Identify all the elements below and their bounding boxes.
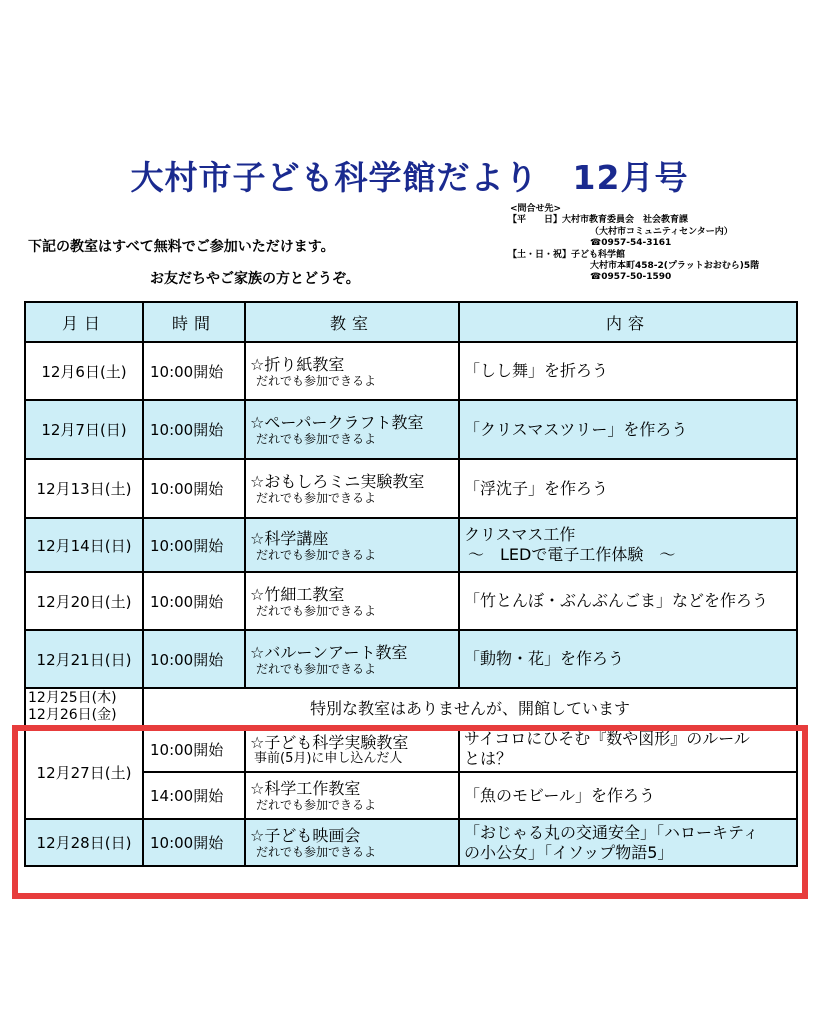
table-row bbox=[25, 572, 797, 630]
row-content bbox=[459, 572, 797, 630]
closed-date-1: 12月25日(木) bbox=[28, 690, 117, 706]
content-text: 「竹とんぼ・ぶんぶんごま」などを作ろう bbox=[464, 591, 769, 610]
row-date: 12月21日(日) bbox=[25, 630, 143, 688]
class-eligibility: 事前(5月)に申し込んだ人 bbox=[254, 750, 403, 766]
header-content: 内容 bbox=[459, 302, 797, 342]
content-text: サイコロにひそむ『数や図形』のルール bbox=[464, 729, 750, 748]
contact-weekday-tel: ☎0957-54-3161 bbox=[590, 238, 672, 249]
header-class: 教室 bbox=[245, 302, 459, 342]
content-text: 「魚のモビール」を作ろう bbox=[464, 785, 656, 805]
row-class bbox=[245, 459, 459, 518]
class-name: ☆科学工作教室 bbox=[250, 779, 361, 798]
content-text: クリスマス工作 bbox=[464, 525, 576, 544]
row-time: 14:00開始 bbox=[143, 772, 245, 819]
row-content bbox=[459, 342, 797, 400]
row-class bbox=[245, 630, 459, 688]
class-eligibility: だれでも参加できるよ bbox=[256, 845, 377, 859]
closed-notice: 特別な教室はありませんが、開館しています bbox=[143, 688, 797, 726]
contact-heading: <問合せ先> bbox=[510, 204, 562, 214]
class-name: ☆科学講座 bbox=[250, 528, 329, 548]
content-text: 「しし舞」を折ろう bbox=[464, 361, 609, 380]
class-name: ☆子ども映画会 bbox=[250, 826, 361, 845]
content-subtext: とは？ bbox=[464, 749, 513, 768]
row-time: 10:00開始 bbox=[143, 459, 245, 518]
row-content bbox=[459, 726, 797, 772]
table-row bbox=[25, 518, 797, 572]
class-name: ☆竹細工教室 bbox=[250, 584, 345, 604]
contact-weekday: 【平 日】大村市教育委員会 社会教育課 bbox=[508, 215, 689, 226]
class-eligibility: だれでも参加できるよ bbox=[256, 547, 377, 562]
contact-info bbox=[508, 204, 759, 284]
row-class bbox=[245, 772, 459, 819]
content-subtext: ～ LEDで電子工作体験 ～ bbox=[468, 545, 676, 564]
contact-weekend-tel: ☎0957-50-1590 bbox=[590, 272, 672, 283]
schedule-table bbox=[24, 301, 798, 867]
header-time: 時間 bbox=[143, 302, 245, 342]
row-time: 10:00開始 bbox=[143, 400, 245, 459]
row-class bbox=[245, 572, 459, 630]
row-content bbox=[459, 459, 797, 518]
class-eligibility: だれでも参加できるよ bbox=[256, 373, 377, 388]
contact-weekend-address: 大村市本町458-2(プラットおおむら)5階 bbox=[590, 261, 760, 272]
row-date: 12月20日(土) bbox=[25, 572, 143, 630]
page-title: 大村市子ども科学館だより 12月号 bbox=[130, 158, 689, 197]
row-time: 10:00開始 bbox=[143, 342, 245, 400]
row-class bbox=[245, 819, 459, 866]
closed-dates bbox=[25, 688, 143, 726]
class-eligibility: だれでも参加できるよ bbox=[256, 798, 377, 812]
closed-date-2: 12月26日(金) bbox=[28, 707, 117, 723]
table-row bbox=[25, 726, 797, 772]
table-row bbox=[25, 459, 797, 518]
contact-weekday-sub: （大村市コミュニティセンター内） bbox=[590, 226, 733, 237]
content-subtext: の小公女」「イソップ物語5」 bbox=[464, 842, 674, 862]
class-name: ☆バルーンアート教室 bbox=[250, 642, 408, 662]
row-class bbox=[245, 400, 459, 459]
row-content bbox=[459, 772, 797, 819]
class-eligibility: だれでも参加できるよ bbox=[256, 491, 377, 505]
row-class bbox=[245, 726, 459, 772]
row-class bbox=[245, 518, 459, 572]
row-date: 12月6日(土) bbox=[25, 342, 143, 400]
table-row bbox=[25, 342, 797, 400]
row-date: 12月13日(土) bbox=[25, 459, 143, 518]
row-time: 10:00開始 bbox=[143, 518, 245, 572]
table-row bbox=[25, 819, 797, 866]
class-eligibility: だれでも参加できるよ bbox=[256, 661, 377, 676]
class-name: ☆ペーパークラフト教室 bbox=[250, 413, 424, 432]
row-time: 10:00開始 bbox=[143, 572, 245, 630]
content-text: 「浮沈子」を作ろう bbox=[464, 478, 609, 498]
row-date: 12月14日(日) bbox=[25, 518, 143, 572]
row-date: 12月28日(日) bbox=[25, 819, 143, 866]
class-name: ☆子ども科学実験教室 bbox=[250, 732, 409, 752]
table-row-closed bbox=[25, 688, 797, 726]
table-row bbox=[25, 630, 797, 688]
row-content bbox=[459, 400, 797, 459]
header-date: 月日 bbox=[25, 302, 143, 342]
row-content bbox=[459, 630, 797, 688]
content-text: 「動物・花」を作ろう bbox=[464, 649, 625, 668]
content-text: 「おじゃる丸の交通安全」「ハローキティ bbox=[464, 822, 759, 842]
row-time: 10:00開始 bbox=[143, 630, 245, 688]
class-eligibility: だれでも参加できるよ bbox=[256, 603, 377, 618]
content-text: 「クリスマスツリー」を作ろう bbox=[464, 419, 688, 439]
row-content bbox=[459, 819, 797, 866]
row-time: 10:00開始 bbox=[143, 726, 245, 772]
notice-free: 下記の教室はすべて無料でご参加いただけます。 bbox=[28, 239, 335, 255]
row-content bbox=[459, 518, 797, 572]
row-date: 12月7日(日) bbox=[25, 400, 143, 459]
row-time: 10:00開始 bbox=[143, 819, 245, 866]
contact-weekend: 【土・日・祝】子ども科学館 bbox=[508, 249, 626, 260]
row-date: 12月27日(土) bbox=[25, 726, 143, 819]
class-name: ☆おもしろミニ実験教室 bbox=[250, 472, 425, 491]
table-row bbox=[25, 400, 797, 459]
row-class bbox=[245, 342, 459, 400]
notice-welcome: お友だちやご家族の方とどうぞ。 bbox=[150, 271, 360, 287]
class-eligibility: だれでも参加できるよ bbox=[256, 432, 377, 446]
class-name: ☆折り紙教室 bbox=[250, 354, 345, 374]
table-header bbox=[25, 302, 797, 342]
